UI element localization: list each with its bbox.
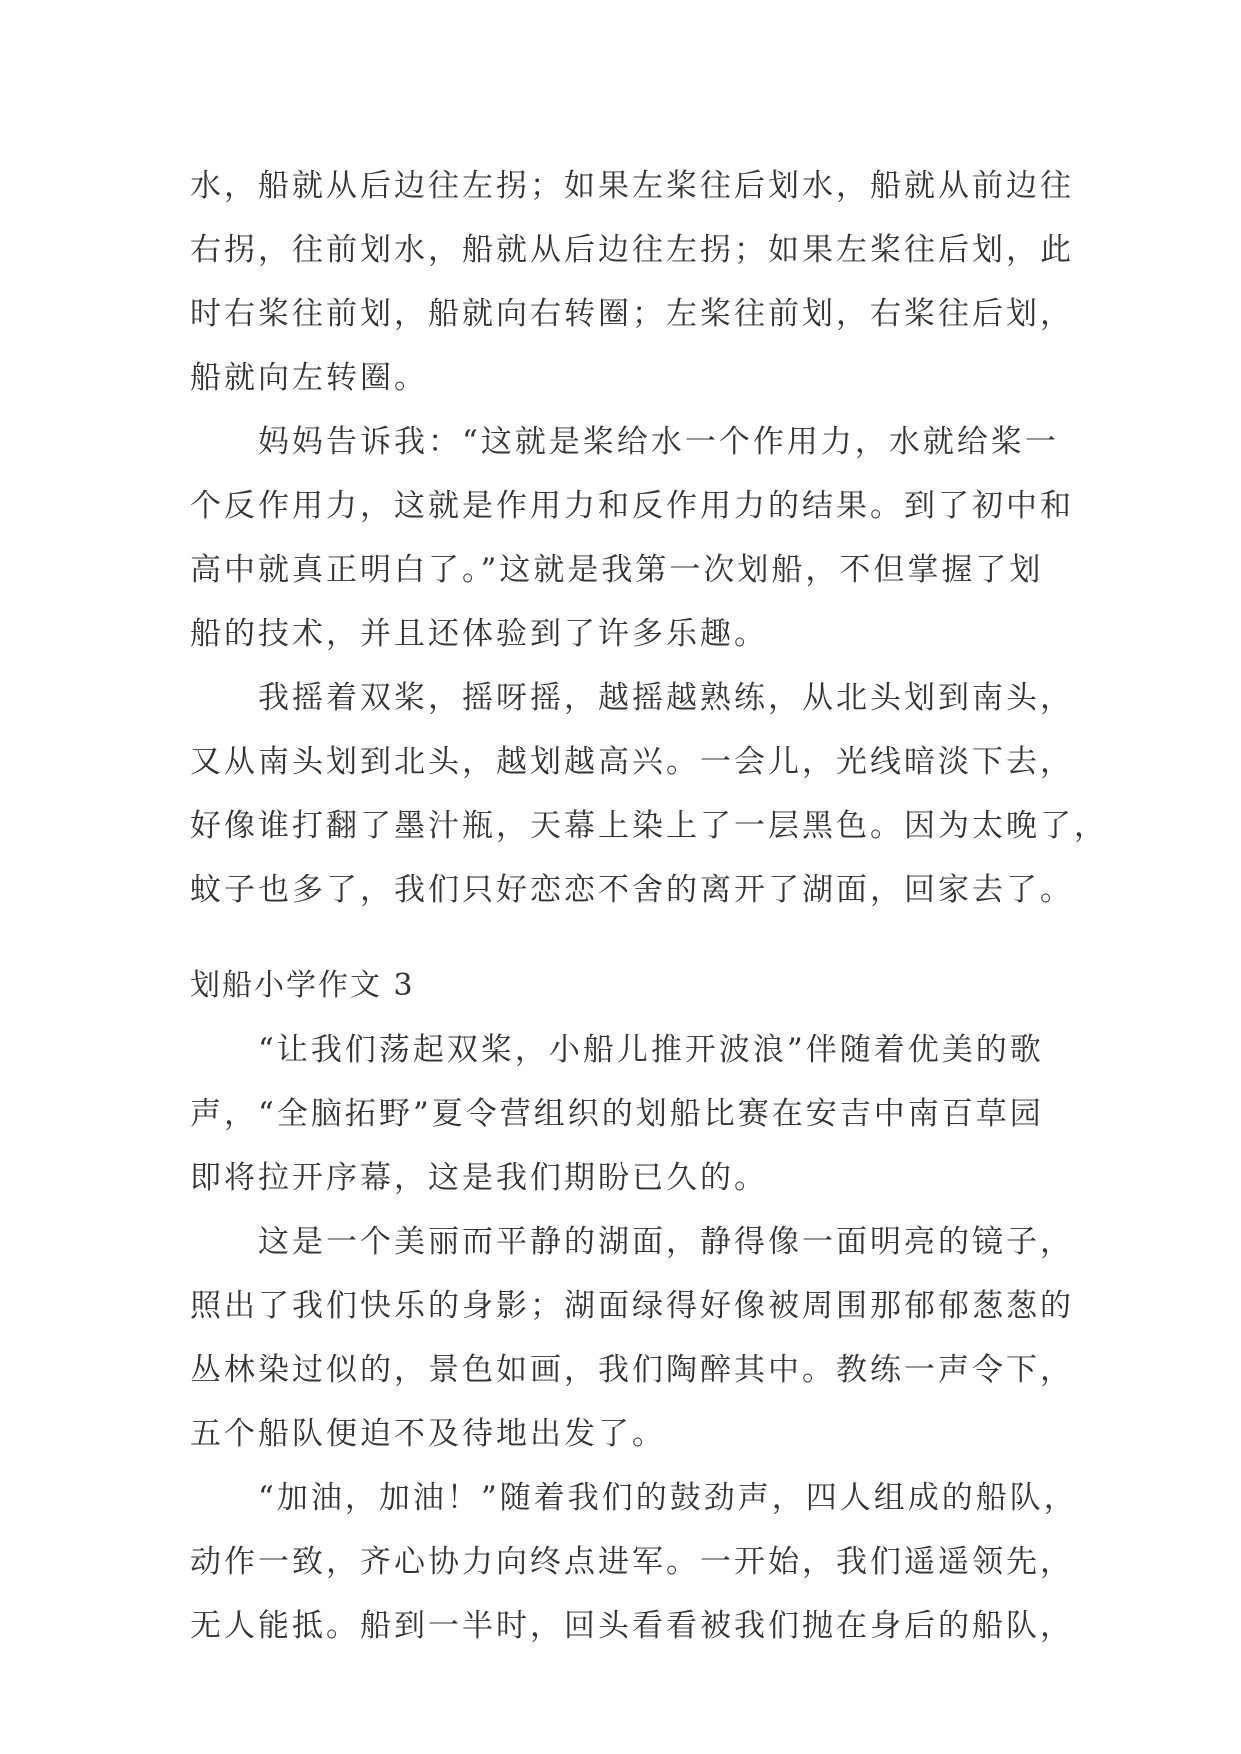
para2-line-2: 个反作用力，这就是作用力和反作用力的结果。到了初中和	[190, 488, 1074, 524]
para1-line-3: 时右桨往前划，船就向右转圈；左桨往前划，右桨往后划，	[190, 296, 1074, 332]
para4-line-2: 声，“全脑拓野”夏令营组织的划船比赛在安吉中南百草园	[190, 1096, 1044, 1132]
para2-line-4: 船的技术，并且还体验到了许多乐趣。	[190, 616, 768, 652]
para2-line-3: 高中就真正明白了。”这就是我第一次划船，不但掌握了划	[190, 552, 1044, 588]
para4-line-1: “让我们荡起双桨，小船儿推开波浪”伴随着优美的歌	[258, 1032, 1044, 1068]
para1-line-4: 船就向左转圈。	[190, 360, 428, 396]
para1-line-2: 右拐，往前划水，船就从后边往左拐；如果左桨往后划，此	[190, 232, 1074, 268]
para6-line-3: 无人能抵。船到一半时，回头看看被我们抛在身后的船队，	[190, 1608, 1074, 1644]
para3-line-1: 我摇着双桨，摇呀摇，越摇越熟练，从北头划到南头，	[258, 680, 1074, 716]
para5-line-3: 丛林染过似的，景色如画，我们陶醉其中。教练一声令下，	[190, 1352, 1074, 1388]
para6-line-2: 动作一致，齐心协力向终点进军。一开始，我们遥遥领先，	[190, 1544, 1074, 1580]
para5-line-2: 照出了我们快乐的身影；湖面绿得好像被周围那郁郁葱葱的	[190, 1288, 1074, 1324]
section-heading: 划船小学作文 3	[190, 968, 415, 1003]
para3-line-3: 好像谁打翻了墨汁瓶，天幕上染上了一层黑色。因为太晚了，	[190, 808, 1108, 844]
para3-line-4: 蚊子也多了，我们只好恋恋不舍的离开了湖面，回家去了。	[190, 872, 1074, 908]
para5-line-4: 五个船队便迫不及待地出发了。	[190, 1416, 666, 1452]
para1-line-1: 水，船就从后边往左拐；如果左桨往后划水，船就从前边往	[190, 168, 1074, 204]
para4-line-3: 即将拉开序幕，这是我们期盼已久的。	[190, 1160, 768, 1196]
para6-line-1: “加油，加油！”随着我们的鼓劲声，四人组成的船队，	[258, 1480, 1078, 1516]
para5-line-1: 这是一个美丽而平静的湖面，静得像一面明亮的镜子，	[258, 1224, 1074, 1260]
para2-line-1: 妈妈告诉我：“这就是桨给水一个作用力，水就给桨一	[258, 424, 1059, 460]
para3-line-2: 又从南头划到北头，越划越高兴。一会儿，光线暗淡下去，	[190, 744, 1074, 780]
